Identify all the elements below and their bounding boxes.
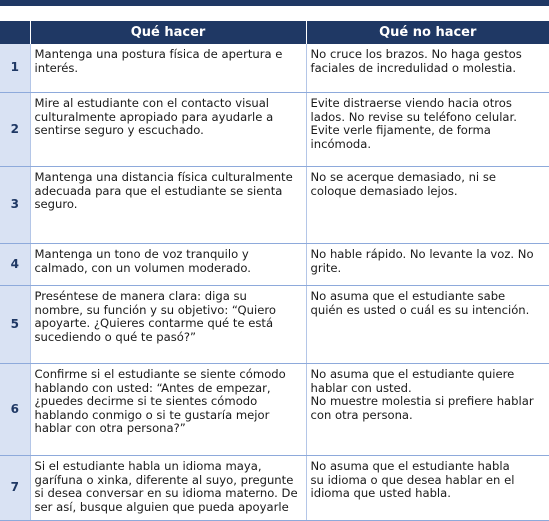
dont-cell: No asuma que el estudiante habla su idioma o que desea hablar en el idioma que usted habla. (306, 456, 549, 521)
banner-gap (0, 6, 549, 21)
dont-cell: Evite distraerse viendo hacia otros lados. No revise su teléfono celular. Evite verle fijamente, de forma incómoda. (306, 93, 549, 167)
header-que-no-hacer: Qué no hacer (306, 21, 549, 44)
header-number (0, 21, 30, 44)
do-cell: Mantenga un tono de voz tranquilo y calmado, con un volumen moderado. (30, 244, 306, 286)
header-que-hacer: Qué hacer (30, 21, 306, 44)
dont-cell: No se acerque demasiado, ni se coloque demasiado lejos. (306, 167, 549, 244)
do-cell: Preséntese de manera clara: diga su nombre, su función y su objetivo: “Quiero apoyarte. ¿Quieres contarme qué te está sucediendo o qué te pasó?” (30, 286, 306, 364)
do-cell: Mantenga una distancia física culturalmente adecuada para que el estudiante se sienta seguro. (30, 167, 306, 244)
table-row (0, 244, 549, 286)
table-row (0, 44, 549, 93)
dont-cell: No asuma que el estudiante quiere hablar con usted. No muestre molestia si prefiere hablar con otra persona. (306, 364, 549, 456)
table-row (0, 93, 549, 167)
row-number: 7 (0, 456, 30, 521)
do-cell: Si el estudiante habla un idioma maya, garífuna o xinka, diferente al suyo, pregunte si desea conversar en su idioma materno. De ser así, busque alguien que pueda apoyarle (30, 456, 306, 521)
dont-cell: No asuma que el estudiante sabe quién es usted o cuál es su intención. (306, 286, 549, 364)
dont-cell: No hable rápido. No levante la voz. No grite. (306, 244, 549, 286)
row-number: 3 (0, 167, 30, 244)
do-cell: Confirme si el estudiante se siente cómodo hablando con usted: “Antes de empezar, ¿puedes decirme si te sientes cómodo hablando conmigo o si te gustaría mejor hablar con otra persona?” (30, 364, 306, 456)
row-number: 1 (0, 44, 30, 93)
do-dont-table (0, 21, 549, 521)
table-row (0, 364, 549, 456)
row-number: 6 (0, 364, 30, 456)
row-number: 2 (0, 93, 30, 167)
do-cell: Mantenga una postura física de apertura e interés. (30, 44, 306, 93)
row-number: 5 (0, 286, 30, 364)
table-header-row (0, 21, 549, 44)
table-row (0, 456, 549, 521)
do-cell: Mire al estudiante con el contacto visual culturalmente apropiado para ayudarle a sentirse seguro y escuchado. (30, 93, 306, 167)
table-row (0, 286, 549, 364)
table-row (0, 167, 549, 244)
row-number: 4 (0, 244, 30, 286)
dont-cell: No cruce los brazos. No haga gestos faciales de incredulidad o molestia. (306, 44, 549, 93)
